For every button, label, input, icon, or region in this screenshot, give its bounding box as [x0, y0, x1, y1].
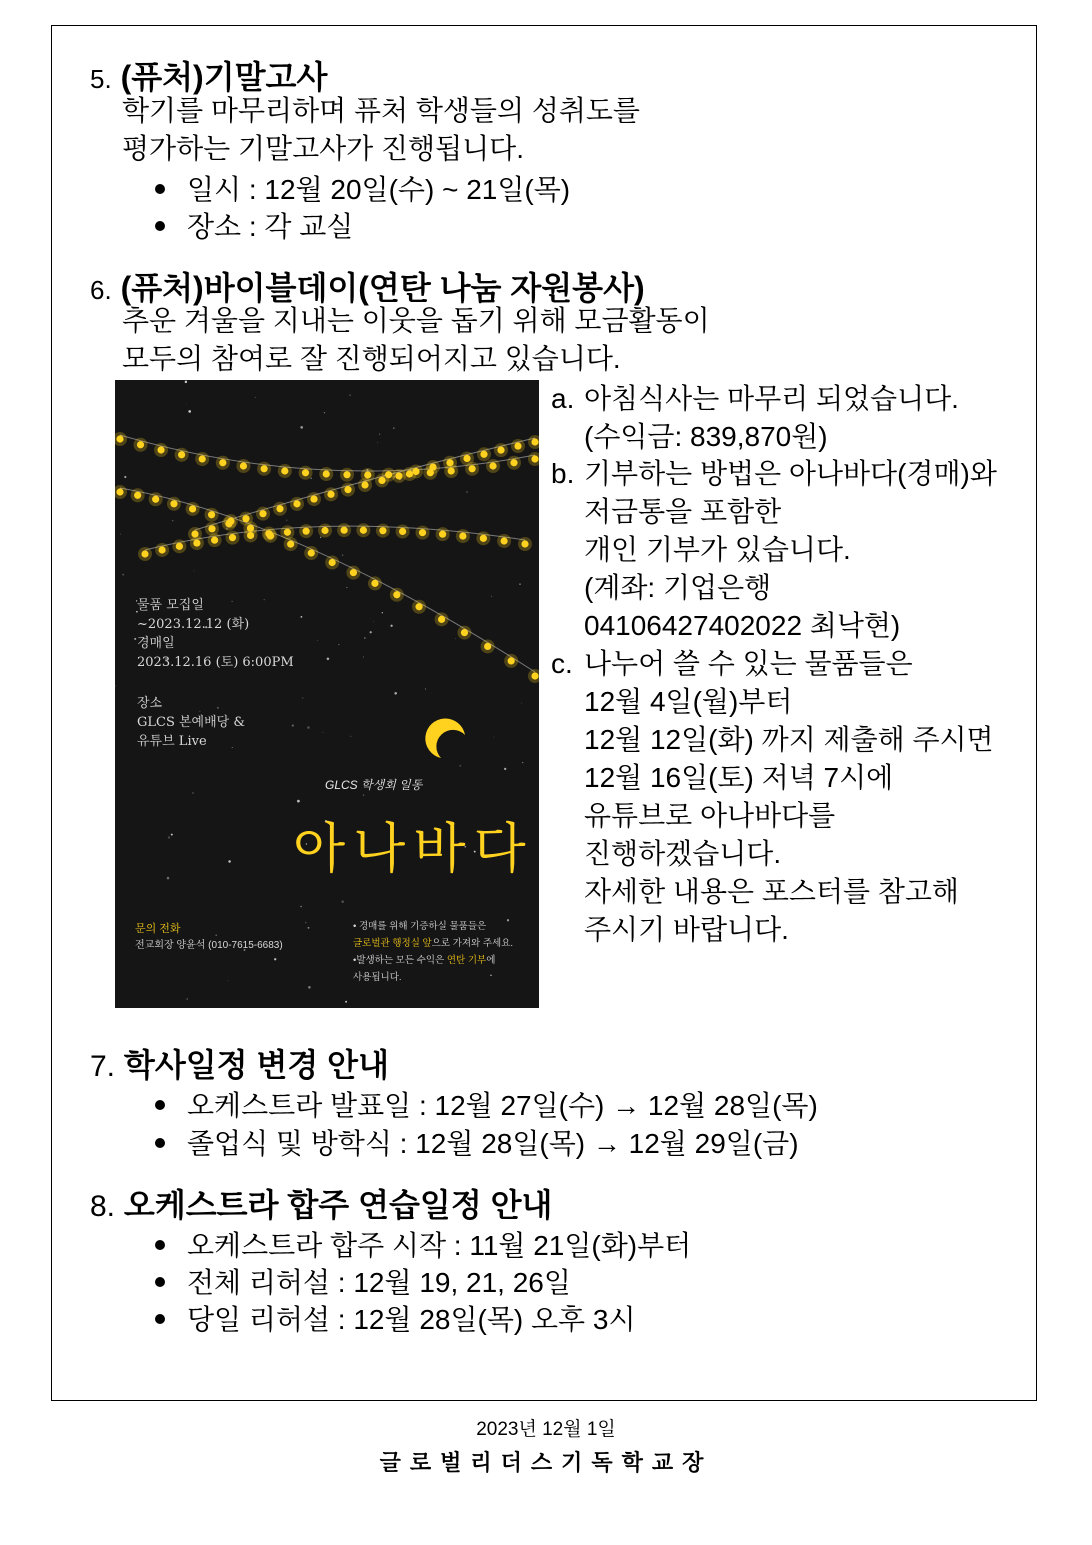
section8-bullet-3-text: 당일 리허설 : 12월 28일(목) 오후 3시 — [187, 1304, 636, 1335]
section7-bullet-1 — [155, 1084, 818, 1124]
star — [320, 537, 321, 538]
bullet-dot-icon — [155, 1100, 165, 1110]
section6-item-b — [551, 455, 997, 645]
light-bulb-icon — [276, 505, 283, 512]
star — [519, 583, 521, 585]
poster-collect-label: 물품 모집일 — [137, 598, 204, 613]
star — [364, 637, 365, 638]
light-bulb-icon — [303, 528, 310, 535]
star — [393, 427, 395, 429]
light-bulb-icon — [343, 471, 350, 478]
light-bulb-icon — [116, 435, 123, 442]
star — [228, 860, 230, 862]
star — [379, 433, 380, 434]
section6-item-c — [551, 645, 994, 949]
section8-bullet-1 — [155, 1224, 691, 1264]
section8-bullet-2 — [155, 1261, 571, 1301]
light-bulb-icon — [329, 559, 336, 566]
star — [305, 922, 307, 924]
light-bulb-icon — [176, 543, 183, 550]
star — [459, 765, 461, 767]
light-bulb-icon — [302, 469, 309, 476]
light-bulb-icon — [521, 540, 528, 547]
poster-place-1: GLCS 본예배당 & — [137, 715, 245, 730]
light-bulb-icon — [489, 462, 496, 469]
light-bulb-icon — [497, 447, 504, 454]
light-bulb-icon — [501, 537, 508, 544]
poster-notes — [353, 918, 513, 986]
light-bulb-icon — [360, 527, 367, 534]
section7-bullet-2 — [155, 1122, 799, 1162]
poster-note-4: 사용됩니다. — [353, 972, 402, 983]
poster-subtitle: GLCS 학생회 일동 — [325, 778, 423, 792]
light-bulb-icon — [310, 495, 317, 502]
light-bulb-icon — [344, 486, 351, 493]
star — [228, 980, 229, 981]
section7-heading — [90, 1040, 389, 1086]
light-bulb-icon — [242, 515, 249, 522]
item-marker: b. — [551, 458, 575, 489]
star — [521, 703, 522, 704]
section5-bullet-2 — [155, 205, 353, 245]
star — [338, 644, 339, 645]
poster-note-1: • 경매를 위해 기증하실 물품들은 — [353, 921, 487, 932]
light-bulb-icon — [134, 492, 141, 499]
light-bulb-icon — [116, 488, 123, 495]
section8-title: 오케스트라 합주 연습일정 안내 — [123, 1187, 553, 1223]
light-bulb-icon — [412, 468, 419, 475]
bullet-dot-icon — [155, 1240, 165, 1250]
light-bulb-icon — [364, 471, 371, 478]
section6-item-c-line-2: 12월 4일(월)부터 — [584, 686, 793, 717]
poster-title: 아나바다 — [293, 817, 534, 880]
anabada-poster — [115, 380, 539, 1008]
star — [307, 726, 310, 729]
star — [425, 688, 426, 689]
poster-contact-label: 문의 전화 — [135, 923, 181, 935]
section6-item-a-line-2: (수익금: 839,870원) — [584, 421, 828, 452]
light-bulb-icon — [265, 530, 272, 537]
light-bulb-icon — [208, 511, 215, 518]
star — [167, 877, 170, 880]
light-bulb-icon — [341, 527, 348, 534]
star — [134, 638, 136, 640]
star — [297, 800, 300, 803]
star — [310, 477, 312, 479]
bullet-dot-icon — [155, 1314, 165, 1324]
light-bulb-icon — [419, 529, 426, 536]
light-bulb-icon — [463, 455, 470, 462]
section6-item-a — [551, 380, 959, 456]
light-bulb-icon — [178, 451, 185, 458]
poster-auction-date: 2023.12.16 (토) 6:00PM — [137, 655, 294, 670]
section6-item-c-line-6: 진행하겠습니다. — [584, 838, 782, 869]
light-bulb-icon — [378, 477, 385, 484]
star — [466, 491, 467, 492]
light-bulb-icon — [284, 529, 291, 536]
light-bulb-icon — [281, 467, 288, 474]
section6-item-b-line-2: 저금통을 포함한 — [584, 496, 782, 527]
light-bulb-icon — [399, 528, 406, 535]
light-bulb-icon — [193, 539, 200, 546]
star — [349, 394, 350, 395]
star — [370, 631, 372, 633]
star — [308, 927, 310, 929]
star — [324, 412, 325, 413]
section7-number: 7. — [90, 1050, 116, 1083]
light-bulb-icon — [531, 438, 538, 445]
star — [377, 442, 378, 443]
star — [255, 397, 256, 398]
poster-note-3-highlight: 연탄 기부 — [446, 955, 487, 966]
light-bulb-icon — [225, 520, 232, 527]
bullet-dot-icon — [155, 221, 165, 231]
star — [342, 555, 343, 556]
light-bulb-icon — [327, 491, 334, 498]
item-marker: c. — [551, 648, 573, 679]
light-bulb-icon — [199, 455, 206, 462]
poster-collect-date: ~2023.12.12 (화) — [137, 617, 250, 632]
light-bulb-icon — [229, 534, 236, 541]
light-bulb-icon — [323, 470, 330, 477]
star — [300, 426, 303, 429]
star — [171, 834, 173, 836]
item-text: 나누어 쓸 수 있는 물품들은 — [584, 648, 913, 679]
section6-item-c-line-3: 12월 12일(화) 까지 제출해 주시면 — [584, 724, 994, 755]
poster-note-2-highlight: 글로벌관 행정실 앞 — [353, 938, 432, 949]
star — [185, 381, 187, 383]
light-bulb-icon — [508, 657, 515, 664]
light-bulb-icon — [469, 465, 476, 472]
light-bulb-icon — [459, 532, 466, 539]
star — [494, 737, 495, 738]
poster-note-2-rest: 으로 가져와 주세요. — [431, 938, 514, 949]
light-bulb-icon — [350, 569, 357, 576]
star — [274, 958, 276, 960]
poster-note-3-start: •발생하는 모든 수익은 — [353, 955, 447, 966]
star — [382, 612, 383, 613]
section7-title: 학사일정 변경 안내 — [123, 1047, 389, 1083]
bullet-dot-icon — [155, 1277, 165, 1287]
light-bulb-icon — [531, 455, 538, 462]
poster-place-2: 유튜브 Live — [137, 734, 207, 749]
section6-item-c-line-1 — [551, 645, 994, 683]
light-bulb-icon — [170, 500, 177, 507]
section6-item-a-line-1 — [551, 380, 959, 418]
section5-bullet-1-text: 일시 : 12월 20일(수) ~ 21일(목) — [187, 174, 571, 205]
light-bulb-icon — [189, 505, 196, 512]
section7-bullet-2-text: 졸업식 및 방학식 : 12월 28일(목) → 12월 29일(금) — [187, 1128, 799, 1159]
footer-signer: 글로벌리더스기독학교장 — [379, 1450, 713, 1475]
light-bulb-icon — [261, 465, 268, 472]
star — [194, 571, 195, 572]
section6-item-b-line-5: 04106427402022 최낙현) — [584, 610, 901, 641]
light-bulb-icon — [321, 527, 328, 534]
star — [390, 625, 392, 627]
poster-info — [137, 596, 294, 751]
poster-place-label: 장소 — [137, 696, 163, 711]
section8-heading — [90, 1180, 552, 1226]
section8-bullet-3 — [155, 1298, 636, 1338]
item-text: 기부하는 방법은 아나바다(경매)와 — [584, 458, 997, 489]
section5-desc-2: 평가하는 기말고사가 진행됩니다. — [122, 133, 525, 164]
star — [300, 906, 302, 908]
light-bulb-icon — [461, 629, 468, 636]
bullet-dot-icon — [155, 1138, 165, 1148]
light-bulb-icon — [259, 510, 266, 517]
star — [186, 403, 187, 404]
star — [301, 616, 303, 618]
star — [345, 1001, 347, 1003]
poster-contact: 전교회장 양윤석 (010-7615-6683) — [135, 940, 283, 951]
light-bulb-icon — [211, 537, 218, 544]
light-bulb-icon — [415, 603, 422, 610]
star — [491, 596, 492, 597]
light-bulb-icon — [219, 459, 226, 466]
light-bulb-icon — [137, 441, 144, 448]
star — [192, 792, 193, 793]
light-bulb-icon — [208, 525, 215, 532]
section6-desc-1: 추운 겨울을 지내는 이웃을 돕기 위해 모금활동이 — [122, 305, 710, 336]
section6-item-b-line-1 — [551, 455, 997, 493]
star — [363, 794, 365, 796]
item-text: 아침식사는 마무리 되었습니다. — [584, 383, 959, 414]
light-bulb-icon — [152, 496, 159, 503]
star — [303, 698, 304, 699]
light-bulb-icon — [157, 446, 164, 453]
section8-bullet-1-text: 오케스트라 합주 시작 : 11월 21일(화)부터 — [187, 1230, 692, 1261]
star — [341, 900, 343, 902]
star — [327, 658, 330, 661]
star — [188, 410, 191, 413]
light-bulb-icon — [393, 591, 400, 598]
section8-bullet-2-text: 전체 리허설 : 12월 19, 21, 26일 — [187, 1267, 571, 1298]
section5-number: 5. — [90, 64, 112, 94]
light-bulb-icon — [395, 472, 402, 479]
light-bulb-icon — [247, 532, 254, 539]
light-bulb-icon — [446, 459, 453, 466]
light-bulb-icon — [438, 616, 445, 623]
light-bulb-icon — [293, 500, 300, 507]
item-marker: a. — [551, 383, 575, 414]
section6-item-c-line-7: 자세한 내용은 포스터를 참고해 — [584, 876, 959, 907]
section7-bullet-1-text: 오케스트라 발표일 : 12월 27일(수) → 12월 28일(목) — [187, 1090, 818, 1121]
light-bulb-icon — [531, 672, 538, 679]
section6-item-b-line-3: 개인 기부가 있습니다. — [584, 534, 851, 565]
light-bulb-icon — [510, 459, 517, 466]
star — [168, 836, 170, 838]
star — [373, 621, 374, 622]
light-bulb-icon — [361, 481, 368, 488]
light-bulb-icon — [141, 550, 148, 557]
light-bulb-icon — [159, 546, 166, 553]
section5-title: (퓨처)기말고사 — [120, 59, 328, 95]
poster-auction-label: 경매일 — [137, 636, 175, 651]
section6-title: (퓨처)바이블데이(연탄 나눔 자원봉사) — [120, 270, 645, 306]
light-bulb-icon — [287, 541, 294, 548]
star — [346, 587, 347, 588]
star — [122, 574, 124, 576]
light-bulb-icon — [240, 462, 247, 469]
section5-bullet-1 — [155, 168, 570, 208]
section6-item-c-line-5: 유튜브로 아나바다를 — [584, 800, 836, 831]
section6-item-b-line-4: (계좌: 기업은행 — [584, 572, 772, 603]
light-bulb-icon — [371, 580, 378, 587]
footer-date: 2023년 12월 1일 — [476, 1419, 616, 1440]
star — [363, 657, 364, 658]
poster-note-3 — [353, 952, 513, 969]
section6-item-c-line-8: 주시기 바랍니다. — [584, 914, 789, 945]
moon-icon — [425, 718, 465, 758]
section5-bullet-2-text: 장소 : 각 교실 — [187, 211, 354, 242]
section5-desc-1: 학기를 마무리하며 퓨처 학생들의 성취도를 — [122, 95, 640, 126]
star — [308, 986, 311, 989]
poster-note-2 — [353, 935, 513, 952]
star — [120, 534, 121, 535]
light-bulb-icon — [480, 535, 487, 542]
bullet-dot-icon — [155, 184, 165, 194]
star — [504, 768, 506, 770]
section6-number: 6. — [90, 275, 112, 305]
light-bulb-icon — [379, 527, 386, 534]
star — [172, 520, 174, 522]
light-bulb-icon — [514, 442, 521, 449]
light-bulb-icon — [429, 463, 436, 470]
section6-desc-2: 모두의 참여로 잘 진행되어지고 있습니다. — [122, 343, 621, 374]
section8-number: 8. — [90, 1190, 116, 1223]
poster-note-3-end: 에 — [486, 955, 496, 966]
star — [186, 998, 188, 1000]
star — [322, 732, 323, 733]
star — [124, 476, 126, 478]
star — [522, 762, 523, 763]
star — [455, 638, 456, 639]
light-bulb-icon — [308, 549, 315, 556]
light-bulb-icon — [439, 531, 446, 538]
light-bulb-icon — [484, 643, 491, 650]
star — [317, 640, 318, 641]
star — [350, 736, 351, 737]
star — [115, 685, 116, 687]
star — [286, 519, 287, 520]
light-bulb-icon — [480, 451, 487, 458]
star — [394, 692, 397, 695]
section6-item-c-line-4: 12월 16일(토) 저녁 7시에 — [584, 762, 894, 793]
